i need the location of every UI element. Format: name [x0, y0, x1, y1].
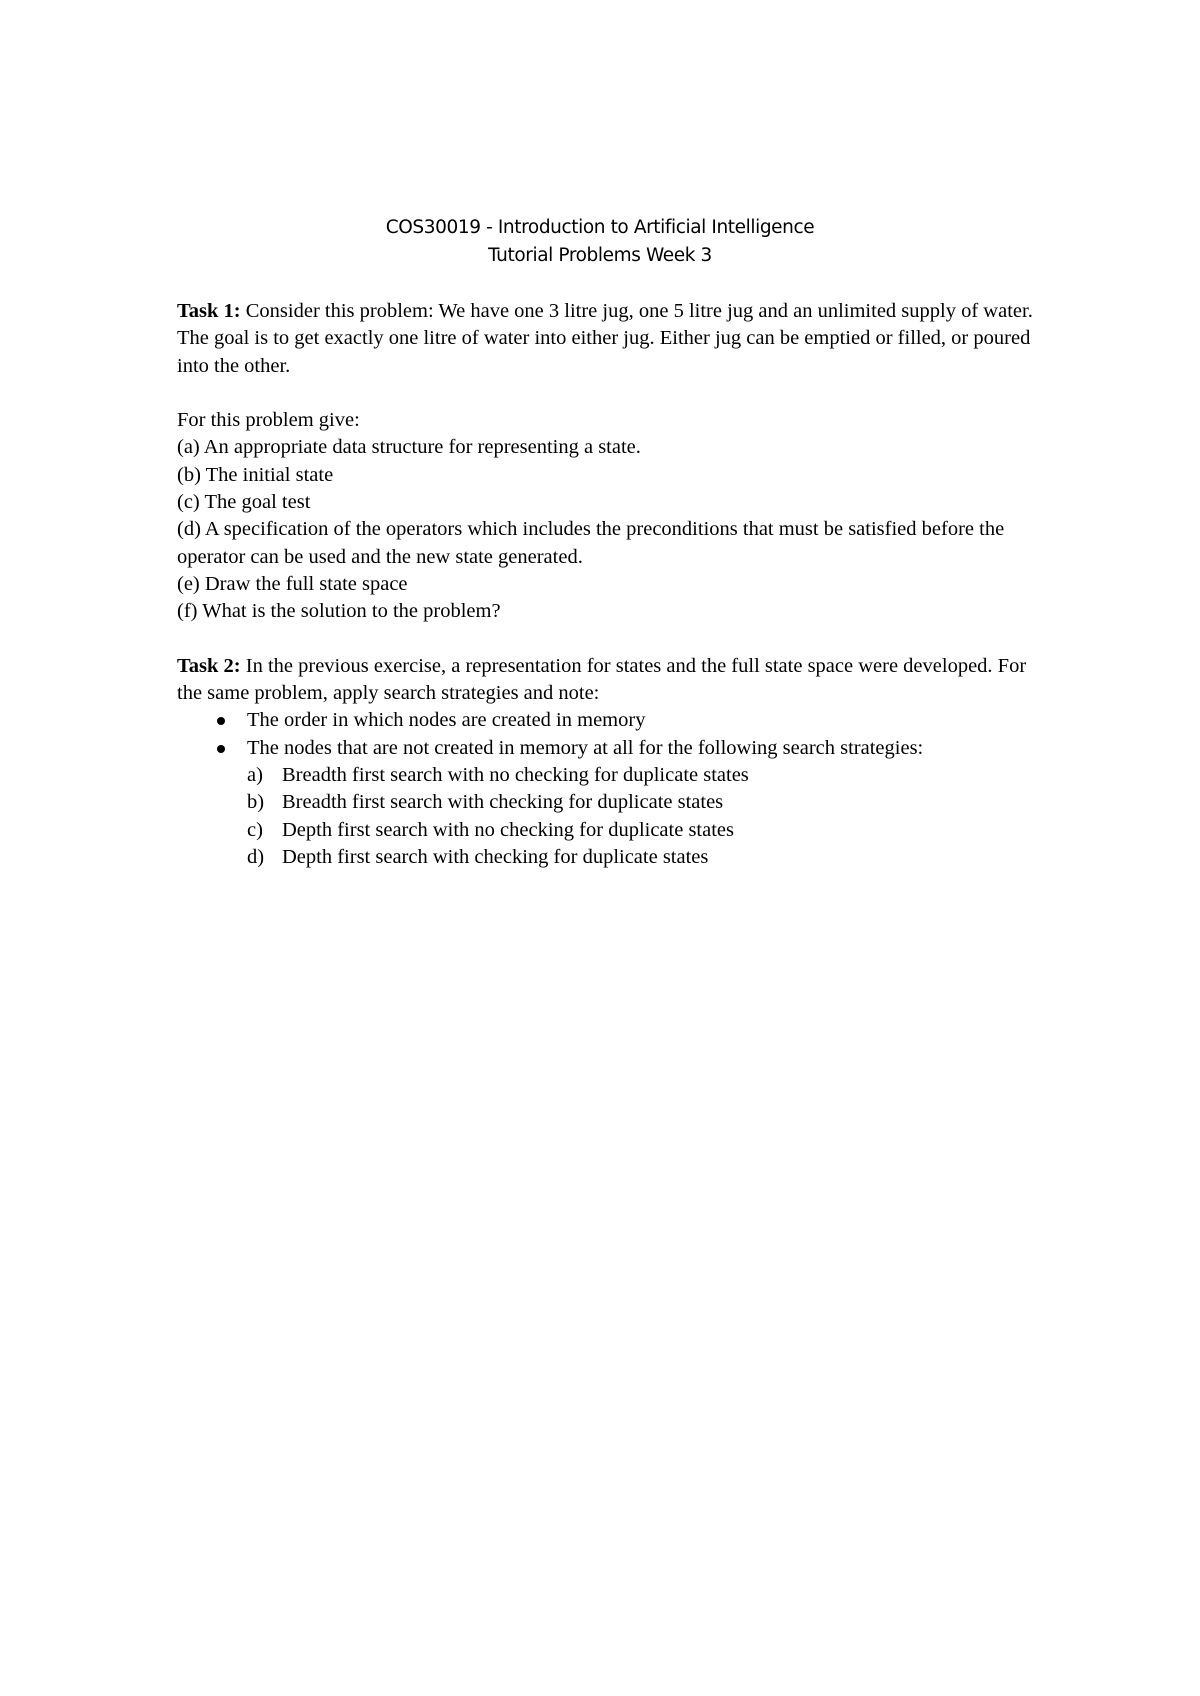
task1-item-b: (b) The initial state	[177, 463, 334, 486]
task1-item-d: (d) A specification of the operators which includes the preconditions that must be satisfied before the operator can be used and the new state generated.	[177, 518, 1005, 568]
strategy-marker: b)	[247, 791, 265, 814]
task2-bullet-text: The order in which nodes are created in memory	[247, 709, 646, 732]
strategy-marker: c)	[247, 818, 263, 841]
task1-label: Task 1:	[177, 300, 241, 322]
task2-paragraph	[177, 653, 1037, 708]
tutorial-subtitle: Tutorial Problems Week 3	[488, 245, 712, 266]
search-strategy-list	[177, 762, 1037, 871]
document-body	[177, 298, 1037, 871]
list-item	[177, 817, 1037, 844]
task1-item-c: (c) The goal test	[177, 491, 311, 514]
strategy-text: Breadth first search with no checking for duplicate states	[282, 764, 749, 787]
bullet-icon	[217, 717, 225, 725]
strategy-text: Breadth first search with checking for duplicate states	[282, 791, 724, 814]
course-title: COS30019 - Introduction to Artificial Intelligence	[385, 217, 815, 238]
list-item	[177, 762, 1037, 789]
task2-bullet-list	[177, 707, 1037, 762]
task1-item-e: (e) Draw the full state space	[177, 572, 408, 595]
strategy-marker: a)	[247, 764, 263, 787]
task2-label: Task 2:	[177, 654, 241, 677]
task1-text: Consider this problem: We have one 3 litre jug, one 5 litre jug and an unlimited supply of water. The goal is to get exactly one litre of water into either jug. Either jug can be emptied or filled, or poured into the other.	[177, 300, 1033, 377]
task2-bullet-text: The nodes that are not created in memory at all for the following search strategies:	[247, 736, 924, 759]
task1-item-f: (f) What is the solution to the problem?	[177, 600, 501, 623]
list-item	[177, 735, 1037, 762]
list-item	[177, 844, 1037, 871]
task1-item-a: (a) An appropriate data structure for representing a state.	[177, 436, 641, 459]
strategy-text: Depth first search with checking for duplicate states	[282, 845, 709, 868]
task2-text: In the previous exercise, a representation for states and the full state space were developed. For the same problem, apply search strategies and note:	[177, 654, 1027, 705]
list-item	[177, 789, 1037, 816]
strategy-text: Depth first search with no checking for duplicate states	[282, 818, 734, 841]
task1-prompt: For this problem give:	[177, 409, 360, 432]
document-header	[0, 214, 1200, 270]
list-item	[177, 707, 1037, 734]
task1-paragraph	[177, 298, 1037, 380]
bullet-icon	[217, 745, 225, 753]
strategy-marker: d)	[247, 845, 265, 868]
